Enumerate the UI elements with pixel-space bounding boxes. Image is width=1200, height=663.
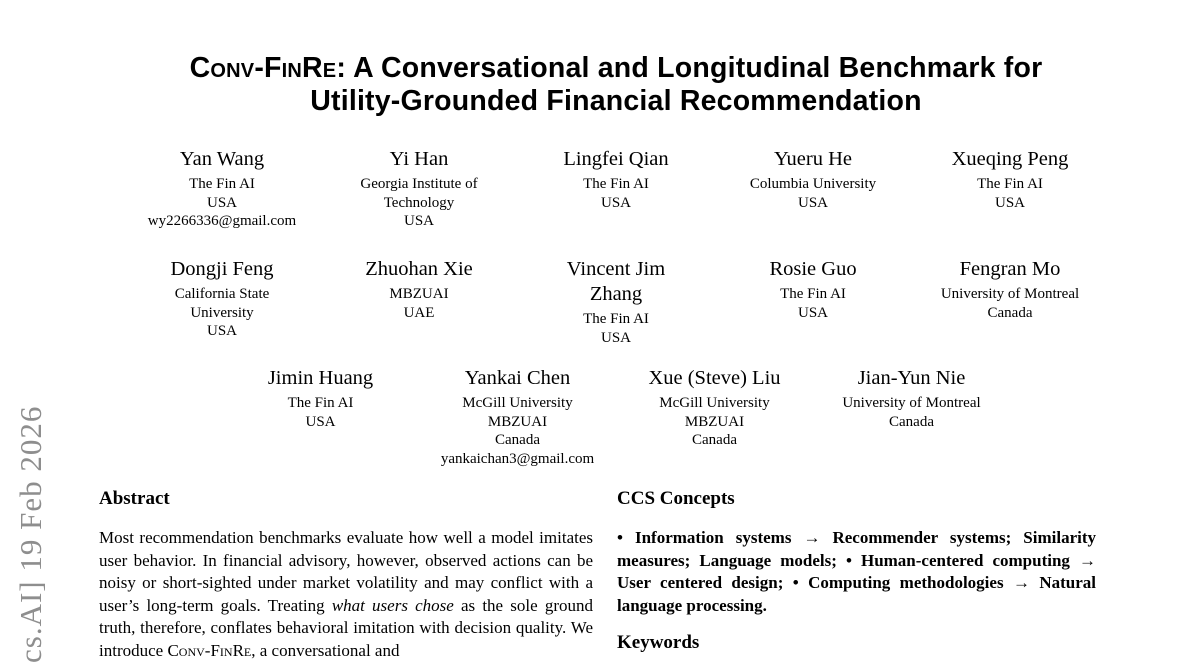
author-affiliation-line: The Fin AI — [583, 176, 649, 192]
author-email[interactable]: wy2266336@gmail.com — [147, 213, 297, 229]
author-affiliation-line: UAE — [403, 304, 435, 321]
author-affiliation-line: The Fin AI — [583, 311, 649, 327]
author-affiliation-line: University of Montreal — [842, 395, 981, 411]
author-name: Zhuohan Xie — [365, 258, 473, 280]
author-affiliation-line: Georgia Institute of — [360, 176, 478, 192]
author-affiliation-line: USA — [600, 194, 631, 211]
abstract-italic-phrase: what users chose — [331, 595, 454, 615]
author-name: Rosie Guo — [769, 258, 857, 280]
abstract-text-part2: as the sole ground truth, therefore, conflates behavioral imitation with decision quality. We introduce — [99, 595, 593, 660]
ccs-concepts-text: • Information systems → Recommender systems; Similarity measures; Language models; • Human-centered computing → User centered design; • Computing methodologies → Natural language processing. — [617, 528, 1096, 615]
ccs-concepts-heading: CCS Concepts — [617, 488, 735, 509]
abstract-text — [99, 527, 593, 663]
author-affiliation-line: USA — [206, 194, 237, 211]
author-affiliation-line: The Fin AI — [189, 176, 255, 192]
abstract-text-part3: , a conversational and — [251, 640, 400, 660]
authors-row-2 — [96, 257, 1136, 347]
author-block — [321, 147, 518, 231]
author-affiliation-line: Canada — [692, 432, 737, 448]
author-affiliation-line: Canada — [987, 304, 1033, 321]
author-affiliation-line: MBZUAI — [389, 286, 449, 302]
author-affiliation-line: USA — [600, 329, 631, 346]
author-affiliation-line: McGill University — [462, 395, 573, 411]
author-name: Dongji Feng — [170, 258, 274, 280]
author-affiliation-line: McGill University — [659, 395, 770, 411]
author-name: Xue (Steve) Liu — [648, 367, 781, 389]
author-affiliation-line: USA — [797, 194, 828, 211]
author-name: Lingfei Qian — [563, 148, 669, 170]
authors-row-3 — [96, 366, 1136, 468]
author-block — [813, 366, 1010, 468]
author-affiliation-line: University of Montreal — [940, 286, 1080, 302]
author-affiliation-line: Canada — [889, 413, 934, 430]
author-affiliation-line: USA — [403, 213, 434, 229]
author-affiliation-line: USA — [797, 304, 828, 321]
author-affiliation-line: USA — [206, 323, 237, 339]
author-name: Yankai Chen — [464, 367, 571, 389]
author-affiliation-line: Columbia University — [749, 176, 877, 192]
author-block — [124, 257, 321, 347]
author-affiliation-line: The Fin AI — [977, 176, 1043, 192]
paper-title-line1 — [96, 52, 1136, 85]
author-affiliation-line: California State — [174, 286, 270, 302]
author-affiliation-line: Technology — [383, 194, 455, 211]
authors-row-1 — [96, 147, 1136, 231]
author-block — [222, 366, 419, 468]
author-affiliation-line: The Fin AI — [780, 286, 846, 302]
author-block — [715, 257, 912, 347]
author-name: Fengran Mo — [959, 258, 1061, 280]
paper-title-brand: Conv-FinRe — [189, 52, 337, 84]
author-block — [419, 366, 616, 468]
author-block — [321, 257, 518, 347]
abstract-heading: Abstract — [99, 488, 170, 509]
abstract-brand: Conv-FinRe — [167, 640, 252, 660]
paper-title-line2: Utility-Grounded Financial Recommendation — [310, 85, 922, 117]
ccs-section — [617, 487, 1096, 654]
author-block — [518, 257, 715, 347]
author-affiliation-line: The Fin AI — [287, 395, 354, 411]
author-block — [912, 147, 1109, 231]
author-affiliation-line: MBZUAI — [487, 413, 548, 430]
abstract-text-part1: Most recommendation benchmarks evaluate how well a model imitates user behavior. In financial advisory, however, observed actions can be noisy or short-sighted under market volatility and may conflict with a user’s long-term goals. Treating — [99, 528, 593, 615]
author-affiliation-line: MBZUAI — [684, 413, 745, 430]
author-affiliation-line: University — [190, 304, 254, 321]
author-block — [518, 147, 715, 231]
author-email[interactable]: yankaichan3@gmail.com — [440, 450, 595, 467]
author-name: Xueqing Peng — [951, 148, 1069, 170]
author-name: Yan Wang — [179, 148, 265, 170]
author-block — [912, 257, 1109, 347]
author-block — [124, 147, 321, 231]
author-name: Jian-Yun Nie — [857, 367, 966, 389]
keywords-heading: Keywords — [617, 632, 700, 654]
author-affiliation-line: USA — [305, 413, 336, 430]
author-name: Yueru He — [774, 148, 852, 170]
author-block — [616, 366, 813, 468]
author-name: Jimin Huang — [267, 367, 374, 389]
abstract-section — [99, 487, 593, 663]
paper-title-line1-rest: : A Conversational and Longitudinal Benchmark for — [336, 52, 1043, 84]
author-affiliation-line: USA — [994, 194, 1025, 211]
paper-title — [96, 52, 1136, 118]
author-name: Vincent Jim Zhang — [566, 258, 666, 305]
arxiv-watermark: cs.AI] 19 Feb 2026 — [13, 405, 48, 663]
author-affiliation-line: Canada — [495, 432, 540, 448]
author-block — [715, 147, 912, 231]
author-name: Yi Han — [389, 148, 449, 170]
